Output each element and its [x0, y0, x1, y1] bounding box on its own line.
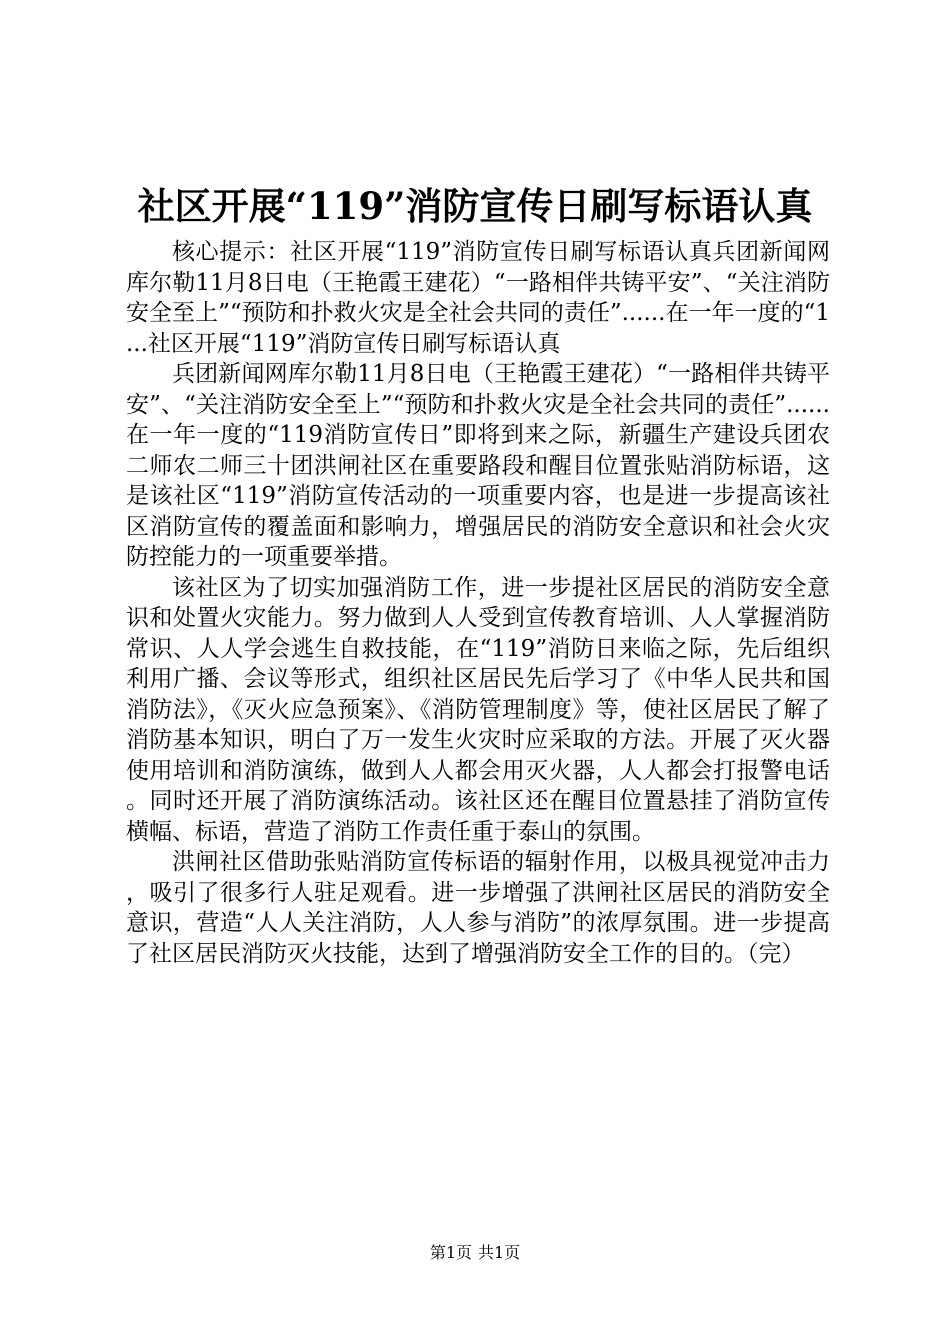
- paragraph-intro: 兵团新闻网库尔勒11月8日电（王艳霞王建花）“一路相伴共铸平安”、“关注消防安全至上”“预防和扑救火灾是全社会共同的责任”......在一年一度的“119消防宣传日”即将到来之际，新疆生产建设兵团农二师农二师三十团洪闸社区在重要路段和醒目位置张贴消防标语，这是该社区“119”消防宣传活动的一项重要内容，也是进一步提高该社区消防宣传的覆盖面和影响力，增强居民的消防安全意识和社会火灾防控能力的一项重要举措。: [126, 361, 830, 570]
- paragraph-conclusion: 洪闸社区借助张贴消防宣传标语的辐射作用，以极具视觉冲击力，吸引了很多行人驻足观看。进一步增强了洪闸社区居民的消防安全意识，营造“人人关注消防，人人参与消防”的浓厚氛围。进一步提高了社区居民消防灭火技能，达到了增强消防安全工作的目的。（完）: [126, 849, 830, 967]
- paragraph-summary: 核心提示：社区开展“119”消防宣传日刷写标语认真兵团新闻网库尔勒11月8日电（王艳霞王建花）“一路相伴共铸平安”、“关注消防安全至上”“预防和扑救火灾是全社会共同的责任”......在一年一度的“1...社区开展“119”消防宣传日刷写标语认真: [126, 239, 830, 357]
- page-total: 共1页: [478, 1243, 521, 1262]
- paragraph-activities: 该社区为了切实加强消防工作，进一步提社区居民的消防安全意识和处置火灾能力。努力做到人人受到宣传教育培训、人人掌握消防常识、人人学会逃生自救技能，在“119”消防日来临之际，先后组织利用广播、会议等形式，组织社区居民先后学习了《中华人民共和国消防法》，《灭火应急预案》、《消防管理制度》等，使社区居民了解了消防基本知识，明白了万一发生火灾时应采取的方法。开展了灭火器使用培训和消防演练，做到人人都会用灭火器，人人都会打报警电话。同时还开展了消防演练活动。该社区还在醒目位置悬挂了消防宣传横幅、标语，营造了消防工作责任重于泰山的氛围。: [126, 574, 830, 845]
- page-number: 第1页: [429, 1243, 472, 1262]
- page-footer: [0, 1242, 950, 1264]
- document-body: [126, 237, 830, 969]
- document-title: 社区开展“119”消防宣传日刷写标语认真: [137, 184, 813, 228]
